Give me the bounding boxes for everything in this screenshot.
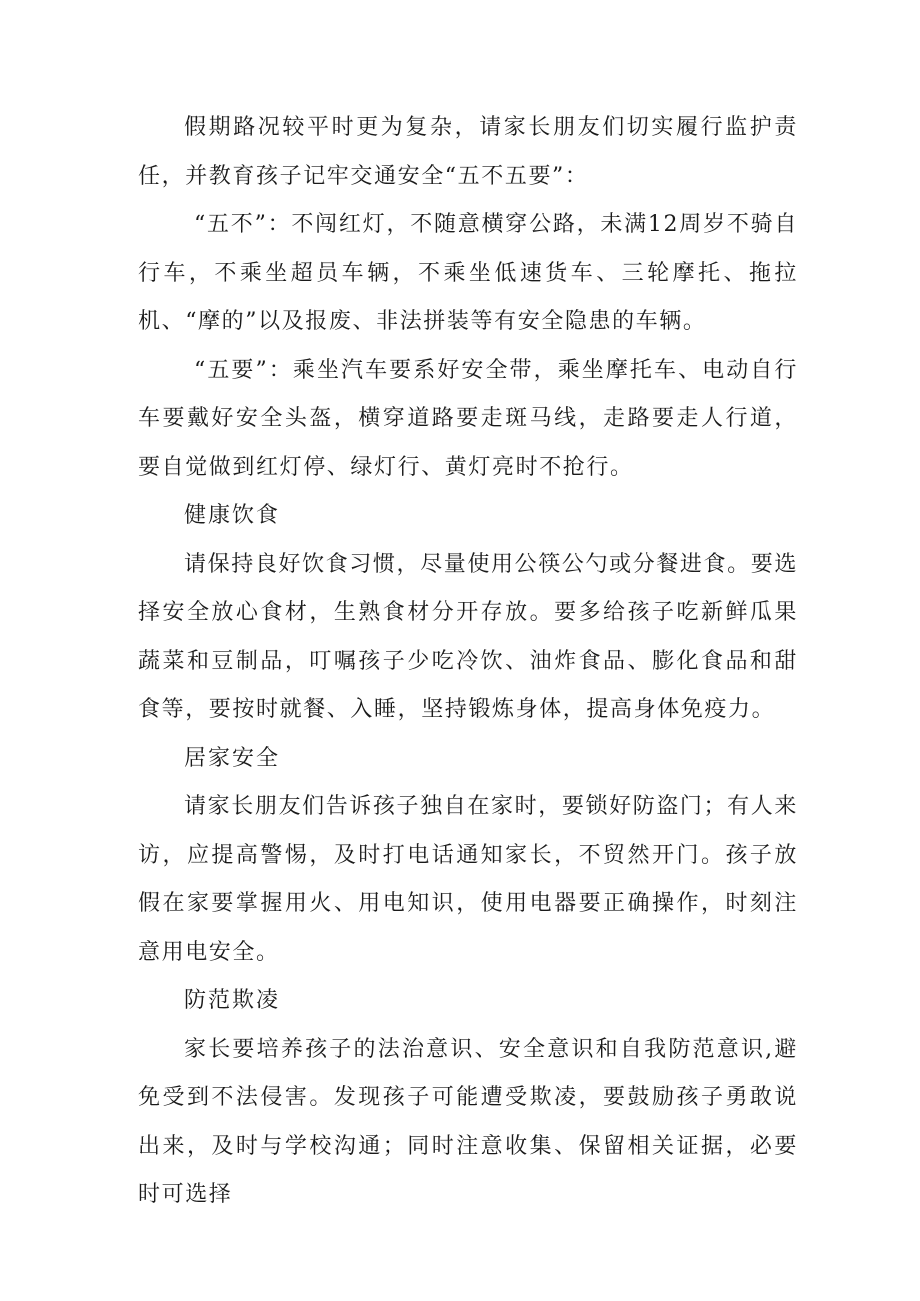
paragraph-anti-bullying: 家长要培养孩子的法治意识、安全意识和自我防范意识,避免受到不法侵害。发现孩子可能遭受欺凌，要鼓励孩子勇敢说出来，及时与学校沟通；同时注意收集、保留相关证据，必要时可选择 bbox=[138, 1036, 798, 1207]
section-heading-home-safety: 居家安全 bbox=[184, 745, 281, 771]
paragraph-five-dont: “五不”：不闯红灯，不随意横穿公路，未满12周岁不骑自行车，不乘坐超员车辆，不乘坐低速货车、三轮摩托、拖拉机、“摩的”以及报废、非法拼装等有安全隐患的车辆。 bbox=[138, 212, 798, 334]
document-body bbox=[138, 104, 798, 1220]
paragraph-traffic-intro: 假期路况较平时更为复杂，请家长朋友们切实履行监护责任，并教育孩子记牢交通安全“五不五要”： bbox=[138, 115, 798, 189]
paragraph-healthy-diet: 请保持良好饮食习惯，尽量使用公筷公勺或分餐进食。要选择安全放心食材，生熟食材分开存放。要多给孩子吃新鲜瓜果蔬菜和豆制品，叮嘱孩子少吃冷饮、油炸食品、膨化食品和甜食等，要按时就餐、入睡，坚持锻炼身体，提高身体免疫力。 bbox=[138, 551, 798, 722]
section-heading-anti-bullying: 防范欺凌 bbox=[184, 988, 281, 1013]
paragraph-five-do: “五要”：乘坐汽车要系好安全带，乘坐摩托车、电动自行车要戴好安全头盔，横穿道路要走斑马线，走路要走人行道，要自觉做到红灯停、绿灯行、黄灯亮时不抢行。 bbox=[138, 357, 798, 480]
section-heading-healthy-diet: 健康饮食 bbox=[184, 503, 281, 528]
paragraph-home-safety: 请家长朋友们告诉孩子独自在家时，要锁好防盗门；有人来访，应提高警惕，及时打电话通知家长，不贸然开门。孩子放假在家要掌握用火、用电知识，使用电器要正确操作，时刻注意用电安全。 bbox=[138, 794, 798, 965]
